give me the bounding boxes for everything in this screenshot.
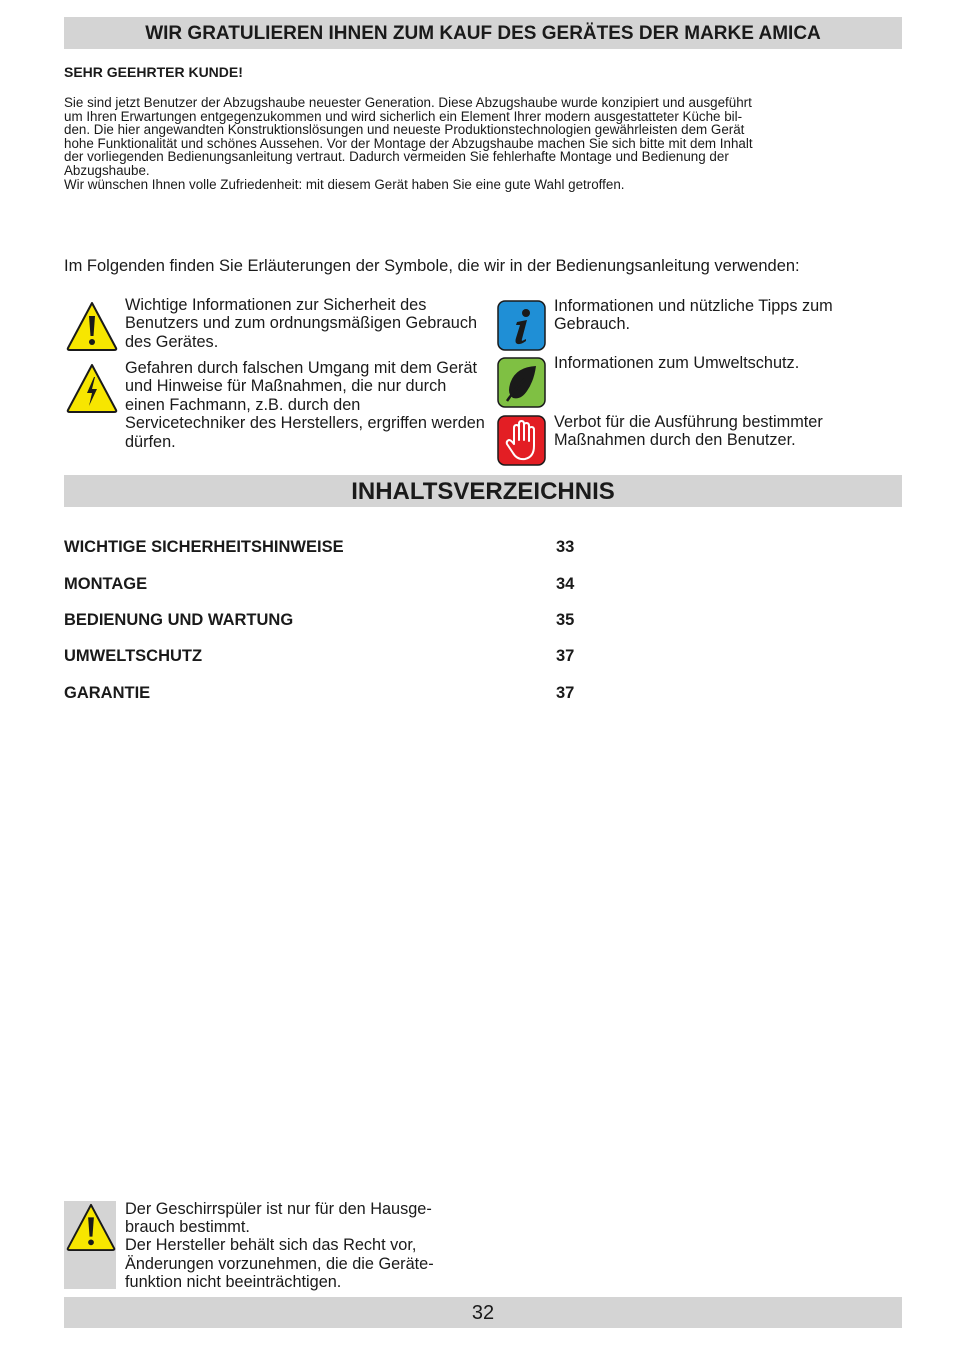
toc-entry-page: 33 — [556, 538, 575, 556]
info-symbol-text: Informationen und nützliche Tipps zum Gebrauch. — [554, 297, 833, 334]
note-line: funktion nicht beeinträchtigen. — [125, 1272, 342, 1291]
toc-entry-label: MONTAGE — [64, 575, 148, 593]
page-number: 32 — [64, 1297, 902, 1328]
intro-line: Sie sind jetzt Benutzer der Abzugshaube neuester Generation. Diese Abzugshaube wurde konzipiert und ausgeführt — [64, 95, 752, 110]
toc-entry — [64, 538, 584, 558]
toc-entry — [64, 611, 584, 631]
leaf-icon — [497, 357, 546, 408]
toc-entry — [64, 684, 584, 704]
note-text — [125, 1200, 485, 1291]
stop-hand-icon — [497, 415, 546, 466]
toc-entry-label: WICHTIGE SICHERHEITSHINWEISE — [64, 538, 344, 556]
stop-symbol-text: Verbot für die Ausführung bestimmter Maßnahmen durch den Benutzer. — [554, 413, 823, 450]
greeting: SEHR GEEHRTER KUNDE! — [64, 64, 243, 80]
electric-symbol-text: Gefahren durch falschen Umgang mit dem Gerät und Hinweise für Maßnahmen, die nur durch einen Fachmann, z.B. durch den Servicetechniker des Herstellers, ergriffen werden dürfen. — [125, 359, 485, 451]
warning-exclamation-icon — [66, 300, 118, 352]
toc-entry-label: GARANTIE — [64, 684, 151, 702]
note-line: Der Hersteller behält sich das Recht vor, — [125, 1236, 417, 1255]
toc-entry-label: BEDIENUNG UND WARTUNG — [64, 611, 294, 629]
intro-line: um Ihren Erwartungen entgegenzukommen und wird sicherlich ein Element Ihrer modern ausgestatteter Küche bil- — [64, 108, 743, 124]
symbol-legend-intro: Im Folgenden finden Sie Erläuterungen der Symbole, die wir in der Bedienungsanleitung verwenden: — [64, 257, 800, 275]
toc-entry-page: 37 — [556, 684, 575, 702]
intro-line: der vorliegenden Bedienungsanleitung vertraut. Dadurch vermeiden Sie fehlerhafte Montage und Bedienung der — [64, 149, 729, 165]
intro-line: Wir wünschen Ihnen volle Zufriedenheit: mit diesem Gerät haben Sie eine gute Wahl getroffen. — [64, 176, 625, 192]
info-icon — [497, 300, 546, 351]
toc-entry — [64, 575, 584, 595]
note-line: Änderungen vorzunehmen, die die Geräte- — [125, 1254, 434, 1273]
toc-entry-page: 35 — [556, 611, 575, 629]
intro-text — [64, 96, 894, 191]
electric-hazard-icon — [66, 362, 118, 414]
intro-line: hohe Funktionalität und schönes Aussehen. Vor der Montage der Abzugshaube machen Sie sich bitte mit dem Inhalt — [64, 135, 753, 151]
intro-line: den. Die hier angewandten Konstruktionslösungen und neueste Produktionstechnologien gewährleisten dem Gerät — [64, 122, 745, 138]
warning-exclamation-icon — [66, 1202, 116, 1252]
toc-entry — [64, 647, 584, 667]
toc-title: INHALTSVERZEICHNIS — [64, 475, 902, 507]
toc-entry-page: 34 — [556, 575, 575, 593]
header-title: WIR GRATULIEREN IHNEN ZUM KAUF DES GERÄTES DER MARKE AMICA — [64, 17, 902, 49]
eco-symbol-text: Informationen zum Umweltschutz. — [554, 354, 800, 372]
toc-entry-label: UMWELTSCHUTZ — [64, 647, 203, 665]
warning-symbol-text: Wichtige Informationen zur Sicherheit des Benutzers und zum ordnungsmäßigen Gebrauch des Gerätes. — [125, 296, 478, 351]
note-line: Der Geschirrspüler ist nur für den Hausge- — [125, 1200, 432, 1218]
toc-entry-page: 37 — [556, 647, 575, 665]
intro-line: Abzugshaube. — [64, 162, 150, 178]
note-line: brauch bestimmt. — [125, 1218, 250, 1237]
